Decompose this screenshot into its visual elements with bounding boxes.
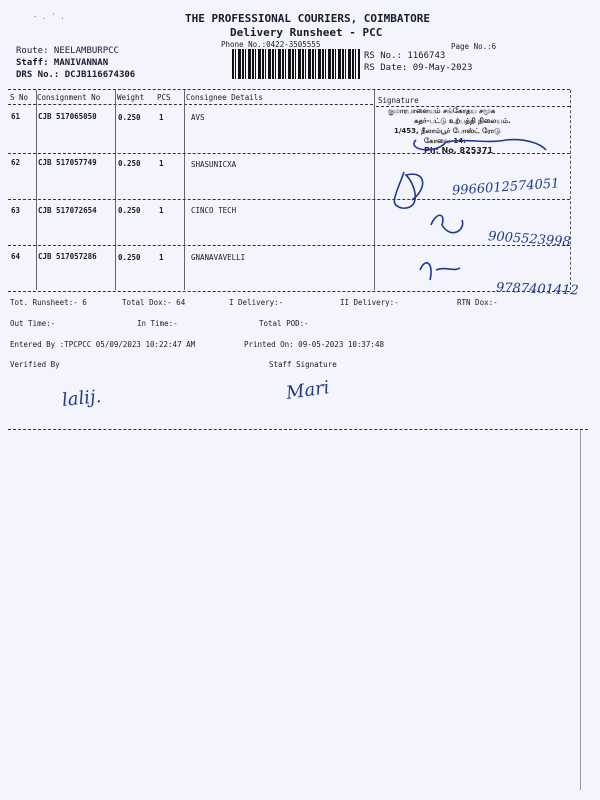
row-sno: 63 [11,206,21,215]
company-title: THE PROFESSIONAL COURIERS, COIMBATORE [185,12,431,25]
corner-mark: - . ' . [33,12,65,21]
handwritten-phone-2: 9005523998 [487,229,572,250]
in-time: In Time:- [137,319,178,328]
drs-number: DRS No.: DCJB116674306 [16,70,136,80]
verifier-signature: lalij. [61,386,103,411]
col-divider [184,90,185,290]
table-header-rule [8,104,373,105]
rtn-dox: RTN Dox:- [457,298,498,307]
row-consignee: CINCO TECH [191,206,237,215]
handwritten-phone-3: 9787401412 [495,280,579,299]
row-sno: 62 [11,158,21,167]
runsheet-subtitle: Delivery Runsheet - PCC [230,26,383,39]
row-consignee: AVS [191,113,205,122]
total-dox: Total Dox:- 64 [122,298,186,307]
row-consignment: CJB 517065050 [38,112,97,121]
handwritten-signatures [376,130,576,300]
route: Route: NEELAMBURPCC [16,46,119,56]
signature-scribble [394,172,422,208]
col-consignee: Consignee Details [186,93,263,102]
row-sno: 61 [11,112,21,121]
page-number: Page No.:6 [451,42,497,51]
col-divider [36,90,37,290]
signature-scribble [431,215,463,232]
row-consignee: SHASUNICXA [191,160,237,169]
stamp-line: கதர்-பட்டு உற்பத்தி நிலையம். [414,117,511,125]
table-top-rule [8,89,570,90]
col-pcs: PCS [157,93,171,102]
row-pcs: 1 [159,253,164,262]
phone-number: Phone No.:0422-3505555 [221,40,321,49]
row-consignment: CJB 517057286 [38,252,97,261]
row-weight: 0.250 [118,253,141,262]
barcode [232,49,360,79]
verified-by-label: Verified By [10,360,60,369]
i-delivery: I Delivery:- [229,298,284,307]
stamp-line: கோவை-14. [424,137,466,145]
staff-signature: Mari [284,377,331,404]
col-signature: Signature [378,96,419,105]
signature-scribble [414,140,546,150]
row-pcs: 1 [159,159,164,168]
stamp-line: Ph: No. 825371 [424,146,493,155]
ii-delivery: II Delivery:- [340,298,399,307]
col-weight: Weight [117,93,145,102]
handwritten-phone-1: 9966012574051 [451,176,560,199]
row-pcs: 1 [159,206,164,215]
col-consignment: Consignment No [37,93,101,102]
stamp-line: குமாரபாளையம் சங்கோதய சமூக [388,107,496,115]
row-consignment: CJB 517057749 [38,158,97,167]
row-consignment: CJB 517072654 [38,206,97,215]
entered-by: Entered By :TPCPCC 05/09/2023 10:22:47 AM [10,340,196,349]
signature-scribble [420,263,460,280]
row-weight: 0.250 [118,206,141,215]
row-sno: 64 [11,252,21,261]
staff-signature-label: Staff Signature [269,360,337,369]
stamp-line: 1/453, நீலாம்பூர் போஸ்ட் ரோடு [394,127,501,135]
row-weight: 0.250 [118,113,141,122]
col-divider [115,90,116,290]
staff-name: Staff: MANIVANNAN [16,58,109,68]
footer-rule [8,429,588,430]
out-time: Out Time:- [10,319,56,328]
total-runsheet: Tot. Runsheet:- 6 [10,298,87,307]
rs-number: RS No.: 1166743 [364,51,446,61]
row-pcs: 1 [159,113,164,122]
col-sno: S No [10,93,29,102]
edge-mark [580,430,581,790]
row-consignee: GNANAVAVELLI [191,253,246,262]
printed-on: Printed On: 09-05-2023 10:37:48 [244,340,384,349]
total-pod: Total POD:- [259,319,309,328]
rs-date: RS Date: 09-May-2023 [364,63,473,73]
col-divider [374,90,375,290]
row-weight: 0.250 [118,159,141,168]
